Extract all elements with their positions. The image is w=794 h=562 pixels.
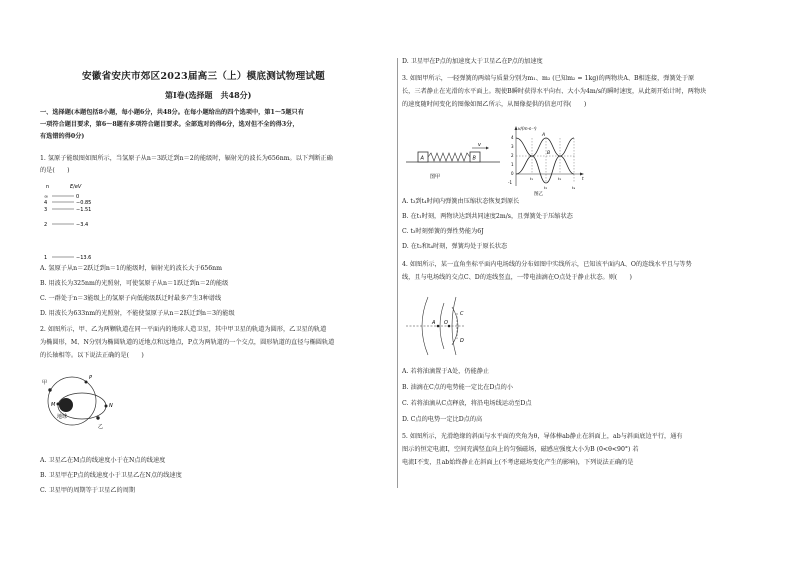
- tick-y-neg1: -1: [508, 180, 512, 185]
- instructions-line-2: 一项符合题目要求，第6～8题有多项符合题目要求。全部选对的得6分，选对但不全的得3分，: [40, 121, 299, 128]
- curve-b-label: B: [547, 151, 551, 156]
- q4-stem-line-2: 线，且与电场线的交点C、D的连线竖直，一带电油滴在O点处于静止状态。则( ): [402, 274, 632, 281]
- tick-t2: t₂: [544, 185, 548, 190]
- point-n-label: N: [109, 403, 113, 409]
- q1-option-b: B. 用波长为325nm的光照射，可使氢原子从n＝1跃迁到n＝2的能级: [40, 280, 229, 287]
- t-axis-label: t: [582, 176, 584, 181]
- q3-stem-line-2: 长，三者静止在光滑的水平面上。现使B瞬时获得水平向右、大小为4m/s的瞬时速度，从此刻开始计时，两物块: [402, 88, 707, 95]
- tick-t4: t₄: [572, 185, 576, 190]
- q2-stem-line-1: 2. 如图所示，甲、乙为两颗轨道在同一平面内的地球人造卫星，其中甲卫星的轨道为圆形，乙卫星的轨道: [40, 326, 327, 333]
- q3-stem-line-1: 3. 如图甲所示，一轻弹簧的两端与质量分别为m₁、m₂ (已知m₂ = 1kg)的两物块A、B相连接，弹簧处于原: [402, 75, 695, 82]
- tick-y-0: 0: [511, 171, 514, 176]
- level-e-3: −1.51: [76, 207, 92, 213]
- q5-stem-line-1: 5. 如图所示，光滑绝缘的斜面与水平面的夹角为θ，导体棒ab静止在斜面上，ab与斜面底边平行，通有: [402, 433, 683, 440]
- tick-t1: t₁: [530, 176, 534, 181]
- level-axis-n: n: [46, 184, 50, 190]
- tick-y-2: 2: [511, 153, 514, 158]
- q1-option-d: D. 用波长为633nm的光照射，不能使氢原子从n＝2跃迁到n＝3的能级: [40, 310, 235, 317]
- level-e-inf: 0: [76, 194, 80, 200]
- point-p-label: P: [89, 375, 93, 381]
- q1-stem-line-1: 1. 氢原子能级图如图所示，当氢原子从n＝3跃迁到n＝2的能级时，辐射光的波长为656nm。以下判断正确: [40, 155, 333, 162]
- q5-stem-line-3: 电流I不变，且ab始终静止在斜面上(不考虑磁场变化产生的影响)，下列说法正确的是: [402, 459, 634, 466]
- spring: [428, 153, 470, 161]
- satellite-jia-icon: [48, 388, 51, 391]
- point-m-label: M: [51, 402, 56, 408]
- tick-y-1: 1: [511, 162, 514, 167]
- figure-jia-caption: 图甲: [430, 174, 441, 180]
- satellite-jia-label: 甲: [42, 380, 48, 386]
- q5-stem-line-2: 图示的恒定电流I，空间充满竖直向上的匀强磁场，磁感应强度大小为B (0<θ<90°) 若: [402, 446, 639, 453]
- block-b-label: B: [472, 155, 476, 162]
- point-n-dot: [105, 405, 108, 408]
- instructions-line-1: 一、选择题(本题包括8小题，每小题6分，共48分。在每小题给出的四个选项中，第1～5题只有: [40, 109, 304, 116]
- column-divider: [397, 58, 398, 488]
- block-a-label: A: [420, 155, 424, 162]
- q4-option-a: A. 若将油滴置于A处，仍能静止: [402, 368, 490, 375]
- q3-option-c: C. t₃时刻弹簧的弹性势能为6J: [402, 228, 484, 235]
- satellite-yi-label: 乙: [98, 424, 104, 430]
- velocity-label: v: [478, 142, 481, 148]
- q4-option-c: C. 若将油滴从C点释放，将沿电场线运动至D点: [402, 400, 532, 407]
- q2-option-d: D. 卫星甲在P点的加速度大于卫星乙在P点的加速度: [402, 58, 543, 65]
- level-n-1: 1: [44, 255, 48, 261]
- spring-blocks-figure: [404, 140, 504, 186]
- q1-option-a: A. 氢原子从n＝2跃迁到n＝1的能级时，辐射光的波长大于656nm: [40, 265, 223, 272]
- point-a-label: A: [432, 320, 436, 326]
- q1-stem-line-2: 的是( ): [40, 167, 70, 174]
- earth-label: 地球: [57, 414, 68, 420]
- point-c-label: C: [460, 311, 464, 317]
- q4-option-b: B. 油滴在C点的电势能一定比在D点的小: [402, 384, 513, 391]
- q3-option-b: B. 在t₁时刻，两物块达到共同速度2m/s，且弹簧处于压缩状态: [402, 213, 573, 220]
- velocity-arrowhead-icon: [486, 147, 489, 150]
- satellite-orbit-diagram: [40, 368, 140, 440]
- tick-y-4: 4: [511, 135, 514, 140]
- q2-option-c: C. 卫星甲的周期等于卫星乙的周期: [40, 487, 136, 494]
- section-heading: 第Ⅰ卷(选择题 共48分): [165, 90, 252, 100]
- q2-stem-line-3: 的长轴相等。以下说法正确的是( ): [40, 352, 144, 359]
- level-n-3: 3: [44, 207, 48, 213]
- velocity-time-graph: [502, 124, 588, 196]
- energy-level-diagram: [40, 180, 130, 262]
- point-d-label: D: [460, 338, 464, 344]
- q3-option-d: D. 在t₂和t₄时刻，弹簧均处于原长状态: [402, 243, 508, 250]
- point-a-dot: [437, 325, 440, 328]
- level-n-inf: ∞: [44, 194, 49, 200]
- q4-option-d: D. C点的电势一定比D点的高: [402, 416, 483, 423]
- q4-stem-line-1: 4. 如图所示，某一直角坐标平面内电场线的分布如图中实线所示，已知该平面内A、O的连线水平且与等势: [402, 261, 692, 268]
- earth-icon: [59, 398, 73, 412]
- v-axis-label: v/(m·s⁻¹): [518, 126, 537, 131]
- level-n-2: 2: [44, 222, 48, 228]
- q2-option-b: B. 卫星甲在P点的线速度小于卫星乙在N点的线速度: [40, 472, 182, 479]
- curve-b: [516, 138, 574, 183]
- point-o-dot: [448, 325, 451, 328]
- electric-field-diagram: [404, 293, 494, 359]
- point-m-dot: [57, 403, 60, 406]
- point-p-dot: [85, 381, 88, 384]
- q3-stem-line-3: 的速度随时间变化的图像如图乙所示，从图像提供的信息可得( ): [402, 101, 587, 108]
- level-e-4: −0.85: [76, 200, 92, 206]
- exam-title: 安徽省安庆市郊区2023届高三（上）模底测试物理试题: [82, 71, 325, 82]
- satellite-yi-icon: [96, 416, 99, 419]
- tick-y-3: 3: [511, 144, 514, 149]
- tick-t3: t₃: [558, 176, 562, 181]
- q2-stem-line-2: 为椭圆形，M、N分别为椭圆轨道的近地点和远地点，P点为两轨道的一个交点，圆形轨道的直径与椭圆轨道: [40, 339, 335, 346]
- q2-option-a: A. 卫星乙在M点的线速度小于在N点的线速度: [40, 457, 166, 464]
- instructions-line-3: 有选错的得0分): [40, 133, 85, 140]
- level-axis-e: E/eV: [70, 184, 82, 190]
- figure-yi-caption: 图乙: [534, 192, 544, 196]
- level-e-2: −3.4: [76, 222, 89, 228]
- level-e-1: −13.6: [76, 255, 92, 261]
- point-o-label: O: [444, 320, 448, 326]
- q3-option-a: A. t₃到t₄时间内弹簧由压缩状态恢复到原长: [402, 198, 520, 205]
- q1-option-c: C. 一群处于n＝3能级上的氢原子向低能级跃迁时最多产生3种谱线: [40, 295, 222, 302]
- curve-a-label: A: [542, 133, 546, 138]
- level-n-4: 4: [44, 200, 48, 206]
